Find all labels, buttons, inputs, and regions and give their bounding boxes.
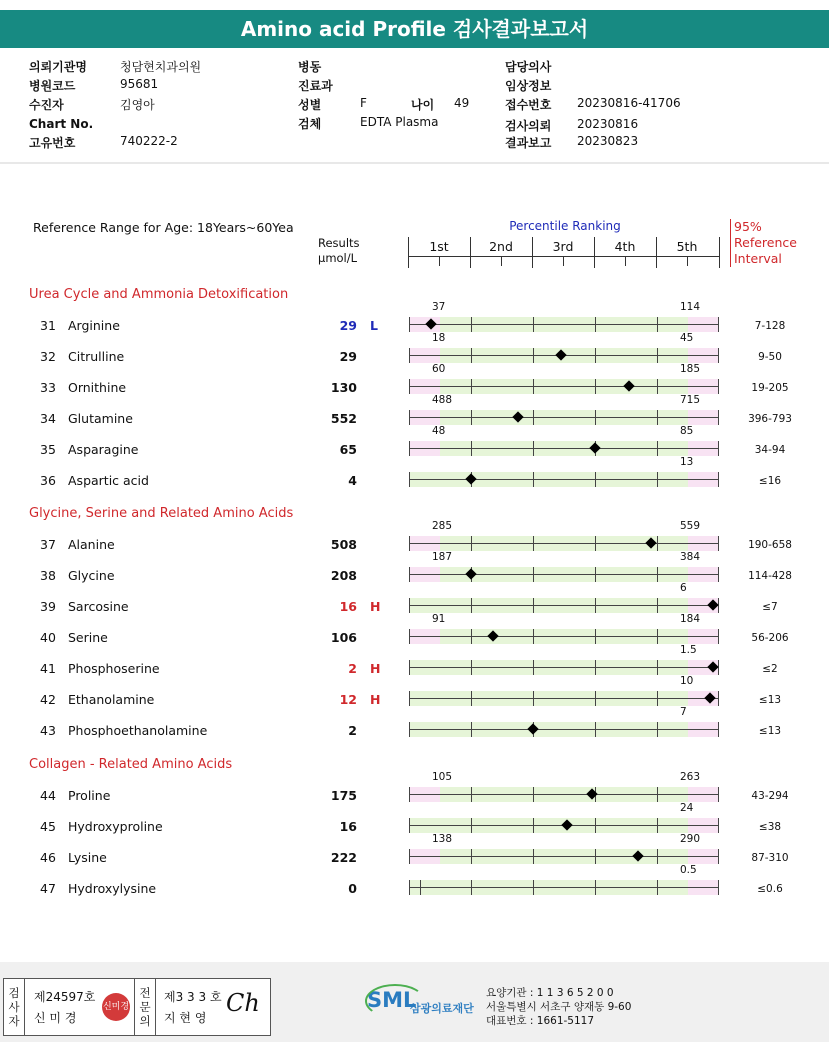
section-title: Glycine, Serine and Related Amino Acids	[29, 506, 294, 521]
bar-divider	[409, 317, 410, 332]
row-result: 4	[348, 473, 357, 488]
bar-divider	[533, 598, 534, 613]
bar-axis	[409, 386, 719, 387]
bar-divider	[471, 379, 472, 394]
row-result: 2	[348, 723, 357, 738]
org-name: 삼광의료재단	[410, 1002, 474, 1015]
row-name: Sarcosine	[68, 599, 129, 614]
percentile-high-label: 185	[680, 363, 701, 375]
bar-axis	[409, 417, 719, 418]
bar-divider	[533, 818, 534, 833]
percentile-bar	[409, 660, 719, 675]
bar-axis	[409, 729, 719, 730]
percentile-axis	[408, 237, 720, 268]
bar-divider	[471, 849, 472, 864]
bar-divider	[718, 379, 719, 394]
org-info-line1: 요양기관 : 1 1 3 6 5 2 0 0	[486, 987, 614, 999]
bar-divider	[533, 660, 534, 675]
bar-axis	[409, 605, 719, 606]
bar-divider	[657, 567, 658, 582]
bar-divider	[533, 536, 534, 551]
row-number: 41	[40, 661, 56, 676]
header-label: 결과보고	[505, 136, 552, 150]
org-info	[486, 986, 631, 1028]
ref95-line1: 95%	[734, 219, 762, 234]
tester-label-3: 자	[8, 1014, 20, 1028]
results-header	[318, 236, 360, 266]
row-number: 39	[40, 599, 56, 614]
bar-divider	[595, 348, 596, 363]
bar-divider	[409, 472, 410, 487]
bar-axis	[409, 543, 719, 544]
percentile-label: 5th	[676, 239, 698, 254]
row-reference: 19-205	[751, 382, 789, 394]
bar-axis	[409, 794, 719, 795]
header-value: 20230816	[577, 117, 639, 131]
percentile-high-label: 0.5	[680, 864, 697, 876]
row-result: 16	[339, 819, 357, 834]
row-result: 29	[339, 318, 357, 333]
percentile-bar	[409, 691, 719, 706]
bar-divider	[409, 787, 410, 802]
section-title: Collagen - Related Amino Acids	[29, 757, 233, 772]
percentile-low-label: 60	[432, 363, 446, 375]
bar-axis	[409, 479, 719, 480]
bar-divider	[409, 691, 410, 706]
bar-divider	[718, 849, 719, 864]
bar-divider	[595, 849, 596, 864]
row-name: Phosphoethanolamine	[68, 723, 208, 738]
row-result: 175	[330, 788, 357, 803]
percentile-high-label: 10	[680, 675, 694, 687]
bar-axis	[409, 667, 719, 668]
tester-label-col	[4, 979, 25, 1035]
bar-divider	[409, 567, 410, 582]
bar-divider	[657, 691, 658, 706]
row-number: 38	[40, 568, 56, 583]
section-title: Urea Cycle and Ammonia Detoxification	[29, 287, 289, 302]
row-flag: H	[370, 599, 381, 614]
bar-divider	[409, 880, 410, 895]
percentile-low-label: 48	[432, 425, 446, 437]
bar-divider	[533, 410, 534, 425]
bar-divider	[409, 348, 410, 363]
axis-tick	[563, 256, 564, 266]
row-reference: 87-310	[751, 852, 789, 864]
bar-divider	[718, 410, 719, 425]
header-label: 수진자	[29, 98, 64, 112]
row-reference: 7-128	[754, 320, 786, 332]
percentile-bar	[409, 722, 719, 737]
row-name: Asparagine	[68, 442, 139, 457]
tester-label-1: 검	[8, 986, 20, 1000]
bar-divider	[595, 691, 596, 706]
row-reference: ≤7	[762, 601, 778, 613]
header-label: 의뢰기관명	[29, 60, 87, 74]
percentile-high-label: 184	[680, 613, 701, 625]
header-value: F	[360, 96, 367, 110]
bar-divider	[471, 536, 472, 551]
percentile-bar	[409, 410, 719, 425]
row-name: Ornithine	[68, 380, 127, 395]
percentile-high-label: 13	[680, 456, 694, 468]
percentile-bar	[409, 536, 719, 551]
bar-divider	[657, 472, 658, 487]
row-reference: ≤0.6	[757, 883, 783, 895]
row-result: 130	[330, 380, 357, 395]
percentile-high-label: 6	[680, 582, 687, 594]
specialist-label-2: 문	[139, 1000, 151, 1014]
bar-divider	[718, 691, 719, 706]
percentile-high-label: 114	[680, 301, 701, 313]
bar-divider	[533, 317, 534, 332]
bar-divider	[595, 567, 596, 582]
row-name: Alanine	[68, 537, 115, 552]
percentile-bar	[409, 317, 719, 332]
row-flag: H	[370, 661, 381, 676]
header-label: 접수번호	[505, 98, 552, 112]
row-reference: ≤13	[758, 725, 782, 737]
header-label: 나이	[411, 98, 435, 112]
row-name: Proline	[68, 788, 111, 803]
bar-divider	[718, 629, 719, 644]
bar-axis	[409, 448, 719, 449]
row-result: 106	[330, 630, 357, 645]
row-name: Arginine	[68, 318, 120, 333]
row-reference: ≤38	[758, 821, 782, 833]
bar-divider	[595, 472, 596, 487]
percentile-high-label: 1.5	[680, 644, 697, 656]
row-number: 31	[40, 318, 56, 333]
bar-divider	[657, 441, 658, 456]
row-name: Phosphoserine	[68, 661, 160, 676]
row-result: 208	[330, 568, 357, 583]
row-name: Glycine	[68, 568, 115, 583]
bar-divider	[471, 787, 472, 802]
percentile-low-label: 18	[432, 332, 446, 344]
axis-baseline	[408, 256, 720, 257]
row-reference: 56-206	[751, 632, 789, 644]
percentile-low-label: 105	[432, 771, 453, 783]
header-label: 고유번호	[29, 136, 76, 150]
row-result: 508	[330, 537, 357, 552]
bar-divider	[409, 660, 410, 675]
bar-divider	[718, 722, 719, 737]
bar-divider	[657, 598, 658, 613]
bar-axis	[409, 574, 719, 575]
percentile-label: 1st	[429, 239, 449, 254]
header-divider	[0, 162, 829, 164]
percentile-high-label: 263	[680, 771, 701, 783]
bar-axis	[409, 887, 719, 888]
bar-divider	[718, 441, 719, 456]
bar-divider	[718, 567, 719, 582]
bar-divider	[657, 660, 658, 675]
row-number: 47	[40, 881, 56, 896]
percentile-high-label: 24	[680, 802, 694, 814]
percentile-label: 4th	[614, 239, 636, 254]
axis-divider	[719, 237, 720, 268]
percentile-bar	[409, 880, 719, 895]
row-number: 43	[40, 723, 56, 738]
bar-divider	[471, 441, 472, 456]
bar-divider	[657, 348, 658, 363]
row-number: 32	[40, 349, 56, 364]
row-reference: ≤13	[758, 694, 782, 706]
row-name: Citrulline	[68, 349, 125, 364]
bar-divider	[657, 629, 658, 644]
bar-divider	[718, 818, 719, 833]
row-flag: H	[370, 692, 381, 707]
bar-divider	[595, 410, 596, 425]
ref95-line2: Reference	[734, 235, 797, 250]
bar-divider	[533, 849, 534, 864]
row-result: 29	[339, 349, 357, 364]
bar-divider	[409, 629, 410, 644]
percentile-high-label: 45	[680, 332, 694, 344]
bar-divider	[409, 379, 410, 394]
row-reference: 190-658	[748, 539, 792, 551]
row-number: 34	[40, 411, 56, 426]
bar-divider	[718, 317, 719, 332]
bar-divider	[657, 317, 658, 332]
bar-divider	[657, 880, 658, 895]
row-name: Hydroxyproline	[68, 819, 163, 834]
bar-divider	[657, 849, 658, 864]
axis-tick	[625, 256, 626, 266]
row-reference: 9-50	[758, 351, 782, 363]
header-label: 성별	[298, 98, 322, 112]
bar-divider	[595, 536, 596, 551]
tester-name: 신 미 경	[34, 1011, 77, 1025]
percentile-bar	[409, 379, 719, 394]
bar-divider	[533, 629, 534, 644]
bar-axis	[409, 856, 719, 857]
header-value: 740222-2	[120, 134, 178, 148]
row-name: Ethanolamine	[68, 692, 155, 707]
row-name: Glutamine	[68, 411, 133, 426]
bar-divider	[595, 880, 596, 895]
bar-axis	[409, 698, 719, 699]
bar-axis	[409, 636, 719, 637]
bar-divider	[471, 598, 472, 613]
bar-divider	[595, 317, 596, 332]
specialist-label-3: 의	[139, 1014, 151, 1028]
bar-divider	[595, 722, 596, 737]
row-reference: ≤2	[762, 663, 778, 675]
row-reference: ≤16	[758, 475, 782, 487]
header-label: 병원코드	[29, 79, 76, 93]
row-name: Hydroxylysine	[68, 881, 157, 896]
row-name: Lysine	[68, 850, 107, 865]
row-result: 12	[339, 692, 357, 707]
tester-seal: 신미경	[102, 993, 130, 1021]
header-value: 49	[454, 96, 470, 110]
percentile-high-label: 290	[680, 833, 701, 845]
percentile-bar	[409, 629, 719, 644]
bar-divider	[409, 536, 410, 551]
row-result: 552	[330, 411, 357, 426]
header-value: EDTA Plasma	[360, 115, 439, 129]
sml-logo: SML	[367, 988, 417, 1012]
bar-divider	[595, 598, 596, 613]
bar-divider	[657, 818, 658, 833]
header-value: 20230816-41706	[577, 96, 681, 110]
result-marker	[420, 880, 421, 895]
percentile-low-label: 187	[432, 551, 453, 563]
axis-tick	[501, 256, 502, 266]
specialist-label-col	[134, 979, 156, 1035]
row-result: 2	[348, 661, 357, 676]
bar-divider	[718, 472, 719, 487]
row-result: 0	[348, 881, 357, 896]
percentile-bar	[409, 598, 719, 613]
bar-divider	[409, 410, 410, 425]
tester-number: 제24597호	[34, 990, 96, 1004]
reference-interval-header	[730, 219, 797, 267]
ref95-line3: Interval	[734, 251, 782, 266]
org-info-line3: 대표번호 : 1661-5117	[486, 1015, 595, 1027]
bar-divider	[533, 441, 534, 456]
percentile-low-label: 138	[432, 833, 453, 845]
percentile-low-label: 488	[432, 394, 453, 406]
bar-divider	[718, 348, 719, 363]
row-name: Serine	[68, 630, 108, 645]
bar-divider	[409, 722, 410, 737]
bar-divider	[595, 629, 596, 644]
bar-divider	[471, 880, 472, 895]
bar-divider	[657, 379, 658, 394]
row-result: 16	[339, 599, 357, 614]
header-value: 20230823	[577, 134, 639, 148]
signature-box	[3, 978, 271, 1036]
bar-divider	[657, 787, 658, 802]
bar-divider	[533, 379, 534, 394]
row-number: 45	[40, 819, 56, 834]
row-name: Aspartic acid	[68, 473, 149, 488]
percentile-bar	[409, 567, 719, 582]
bar-divider	[595, 818, 596, 833]
specialist-label-1: 전	[139, 986, 151, 1000]
bar-divider	[533, 348, 534, 363]
row-number: 35	[40, 442, 56, 457]
bar-divider	[471, 317, 472, 332]
row-number: 44	[40, 788, 56, 803]
bar-divider	[533, 880, 534, 895]
row-number: 36	[40, 473, 56, 488]
header-value: 95681	[120, 77, 159, 91]
results-title: Results	[318, 236, 360, 250]
percentile-high-label: 559	[680, 520, 701, 532]
row-result: 65	[339, 442, 357, 457]
row-reference: 396-793	[748, 413, 792, 425]
bar-divider	[409, 598, 410, 613]
percentile-bar	[409, 472, 719, 487]
header-label: Chart No.	[29, 117, 94, 131]
bar-divider	[409, 441, 410, 456]
bar-divider	[718, 880, 719, 895]
bar-divider	[471, 629, 472, 644]
percentile-title: Percentile Ranking	[509, 219, 621, 233]
bar-divider	[471, 410, 472, 425]
header-label: 진료과	[298, 79, 333, 93]
row-number: 37	[40, 537, 56, 552]
header-label: 임상정보	[505, 79, 552, 93]
axis-tick	[439, 256, 440, 266]
bar-divider	[471, 691, 472, 706]
percentile-low-label: 285	[432, 520, 453, 532]
header-value: 김영아	[120, 98, 155, 112]
bar-divider	[533, 787, 534, 802]
header-label: 담당의사	[505, 60, 552, 74]
row-number: 46	[40, 850, 56, 865]
bar-divider	[533, 567, 534, 582]
row-reference: 114-428	[748, 570, 792, 582]
bar-divider	[595, 379, 596, 394]
percentile-label: 3rd	[552, 239, 574, 254]
bar-divider	[471, 818, 472, 833]
row-number: 33	[40, 380, 56, 395]
bar-divider	[657, 410, 658, 425]
bar-divider	[471, 348, 472, 363]
header-label: 검사의뢰	[505, 119, 552, 133]
specialist-number: 제3 3 3 호	[164, 990, 222, 1004]
percentile-high-label: 715	[680, 394, 701, 406]
axis-tick	[687, 256, 688, 266]
org-info-line2: 서울특별시 서초구 양재동 9-60	[486, 1001, 632, 1013]
bar-divider	[533, 691, 534, 706]
bar-divider	[409, 818, 410, 833]
bar-divider	[657, 722, 658, 737]
percentile-label: 2nd	[489, 239, 513, 254]
bar-divider	[657, 536, 658, 551]
bar-divider	[533, 472, 534, 487]
reference-range-label: Reference Range for Age: 18Years~60Yea	[33, 220, 294, 235]
header-value: 청담현치과의원	[120, 60, 202, 74]
row-flag: L	[370, 318, 378, 333]
percentile-high-label: 7	[680, 706, 687, 718]
bar-divider	[471, 722, 472, 737]
percentile-bar	[409, 441, 719, 456]
percentile-low-label: 91	[432, 613, 446, 625]
row-reference: 34-94	[754, 444, 786, 456]
report-title: Amino acid Profile 검사결과보고서	[0, 10, 829, 48]
row-number: 40	[40, 630, 56, 645]
percentile-high-label: 384	[680, 551, 701, 563]
results-unit: µmol/L	[318, 251, 358, 265]
row-result: 222	[330, 850, 357, 865]
header-label: 병동	[298, 60, 322, 74]
bar-divider	[718, 536, 719, 551]
bar-axis	[409, 324, 719, 325]
bar-divider	[409, 849, 410, 864]
row-number: 42	[40, 692, 56, 707]
header-label: 검체	[298, 117, 322, 131]
tester-label-2: 사	[8, 1000, 20, 1014]
percentile-bar	[409, 787, 719, 802]
specialist-signature: Ch	[226, 989, 260, 1017]
specialist-name: 지 현 영	[164, 1011, 207, 1025]
bar-divider	[595, 660, 596, 675]
percentile-high-label: 85	[680, 425, 694, 437]
bar-divider	[718, 787, 719, 802]
row-reference: 43-294	[751, 790, 789, 802]
bar-divider	[471, 660, 472, 675]
percentile-bar	[409, 849, 719, 864]
percentile-low-label: 37	[432, 301, 446, 313]
